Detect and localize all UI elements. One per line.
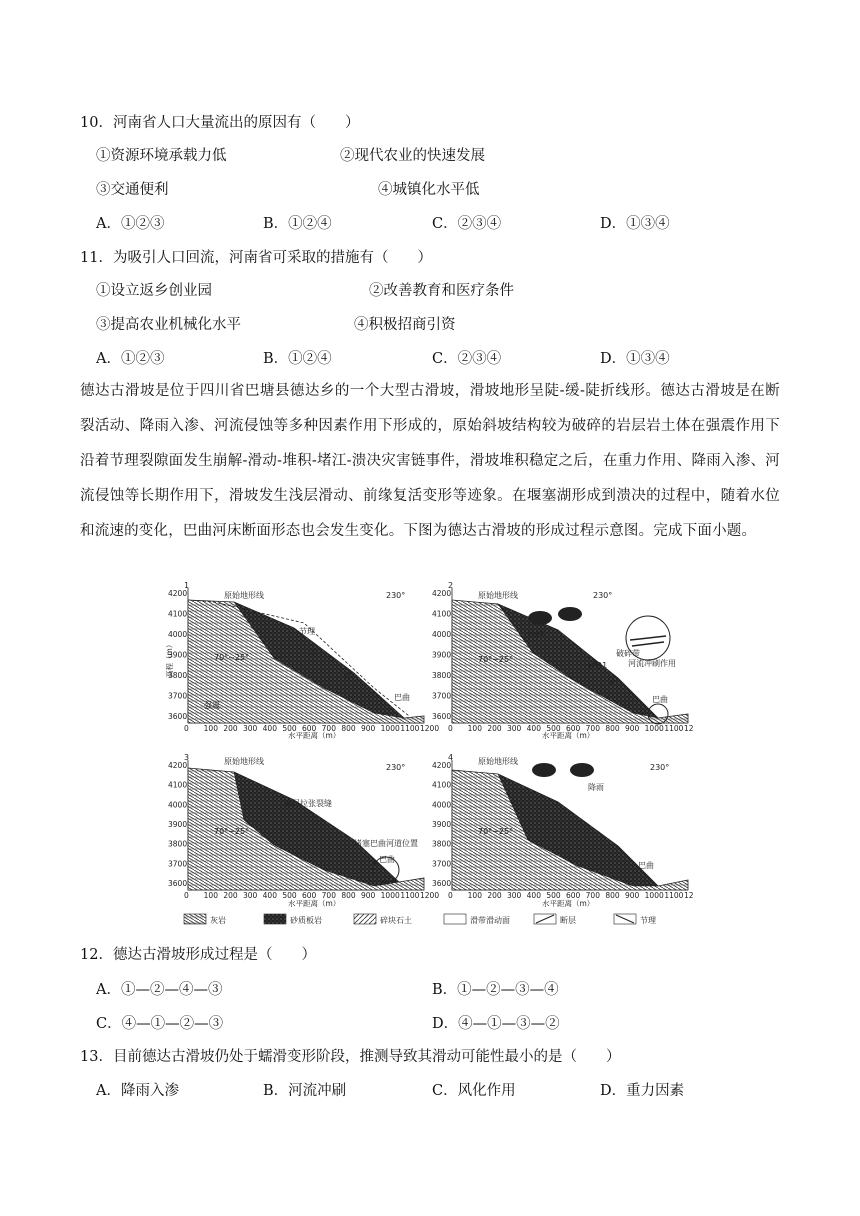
y-tick-label: 4100 <box>168 609 188 619</box>
q10-choice-d: D．①③④ <box>600 216 670 232</box>
x-tick-label: 500 <box>546 724 561 733</box>
x-tick-label: 700 <box>585 724 600 733</box>
landslide-figure <box>166 574 694 934</box>
panel-3-x-axis-label: 水平距离（m） <box>288 899 341 908</box>
x-tick-label: 300 <box>243 891 258 900</box>
panel-3-label-block: 堵塞巴曲河道位置 <box>354 839 418 848</box>
y-tick-label: 4000 <box>432 630 452 639</box>
x-tick-label: 500 <box>282 891 297 900</box>
q11-option-4: ④积极招商引资 <box>354 317 456 333</box>
y-tick-label: 3800 <box>432 671 452 680</box>
y-tick-label: 3700 <box>168 859 188 869</box>
passage: 德达古滑坡是位于四川省巴塘县德达乡的一个大型古滑坡，滑坡地形呈陡-缓-陡折线形。德达古滑坡是在断裂活动、降雨入渗、河流侵蚀等多种因素作用下形成的，原始斜坡结构较为破碎的岩层岩土体在强震作用下沿着节理裂隙面发生崩解-滑动-堆积-堵江-溃决灾害链事件，滑坡堆积稳定之后，在重力作用、降雨入渗、河流侵蚀等长期作用下，滑坡发生浅层滑动、前缘复活变形等迹象。在堰塞湖形成到溃决的过程中，随着水位和流速的变化，巴曲河床断面形态也会发生变化。下图为德达古滑坡的形成过程示意图。完成下面小题。 <box>80 383 780 539</box>
y-tick-label: 3900 <box>432 820 452 829</box>
panel-1-label-collapse: 崩 <box>309 649 317 658</box>
x-tick-label: 100 <box>467 891 482 900</box>
panel-2-direction: 230° <box>593 591 613 600</box>
x-tick-label: 900 <box>361 724 376 733</box>
x-tick-label: 800 <box>341 724 356 733</box>
y-tick-label: 4000 <box>432 800 452 810</box>
q13-choice-b: B．河流冲刷 <box>263 1083 347 1099</box>
x-tick-label: 12 <box>684 724 694 733</box>
y-axis-label: 高程（m） <box>166 640 174 678</box>
legend-limestone: 灰岩 <box>210 916 226 925</box>
panel-2-top-label: 原始地形线 <box>478 591 518 600</box>
y-tick-label: 4200 <box>168 589 188 598</box>
q11-option-3: ③提高农业机械化水平 <box>96 317 241 333</box>
y-tick-label: 4200 <box>168 761 188 770</box>
panel-1-x-axis-label: 水平距离（m） <box>288 731 341 740</box>
panel-1-label-joint: 节理 <box>299 627 315 636</box>
x-tick-label: 100 <box>203 724 218 733</box>
x-tick-label: 0 <box>448 724 453 733</box>
panel-4-number: 4 <box>448 753 454 762</box>
panel-2-label-rain: 降雨 <box>528 629 544 638</box>
y-tick-label: 4100 <box>432 780 452 790</box>
panel-3-direction: 230° <box>386 763 406 772</box>
panel-4-angle: 70°~25° <box>478 827 514 836</box>
landslide-diagram-svg <box>166 574 694 934</box>
x-tick-label: 800 <box>341 891 356 900</box>
x-tick-label: 900 <box>625 891 640 900</box>
panel-1-top-label: 原始地形线 <box>224 591 264 600</box>
x-tick-label: 500 <box>282 724 297 733</box>
y-tick-label: 3700 <box>432 859 452 869</box>
y-tick-label: 3800 <box>168 671 188 680</box>
q11-choice-b: B．①②④ <box>263 351 332 367</box>
q12-stem: 12．德达古滑坡形成过程是（ ） <box>80 947 316 963</box>
x-tick-label: 1000 <box>380 724 400 733</box>
x-tick-label: 300 <box>507 891 522 900</box>
x-tick-label: 1200 <box>420 891 440 900</box>
q10-choice-c: C．②③④ <box>432 216 502 232</box>
y-tick-label: 3800 <box>168 839 188 849</box>
q10-option-4: ④城镇化水平低 <box>378 182 480 198</box>
q10-option-2: ②现代农业的快速发展 <box>340 148 485 164</box>
q13-choice-a: A．降雨入渗 <box>96 1083 179 1099</box>
legend-debris: 碎块石土 <box>380 916 412 925</box>
panel-1-direction: 230° <box>386 591 406 600</box>
panel-3-label-crack: 表层拉张裂缝 <box>284 799 332 808</box>
x-tick-label: 300 <box>243 724 258 733</box>
legend-slip-surface: 滑带滑动面 <box>470 916 510 925</box>
panel-3-number: 3 <box>184 753 190 762</box>
q10-choice-a: A．①②③ <box>96 216 165 232</box>
y-tick-label: 3800 <box>432 839 452 849</box>
x-tick-label: 800 <box>605 724 620 733</box>
x-tick-label: 12 <box>684 891 694 900</box>
q11-option-1: ①设立返乡创业园 <box>96 283 212 299</box>
x-tick-label: 600 <box>566 724 581 733</box>
panel-3-label-river: 巴曲 <box>379 855 395 864</box>
y-tick-label: 3600 <box>432 879 452 888</box>
x-tick-label: 400 <box>262 891 277 900</box>
panel-3-angle: 70°~25° <box>214 827 250 836</box>
q11-option-2: ②改善教育和医疗条件 <box>369 283 514 299</box>
y-tick-label: 4100 <box>168 780 188 790</box>
y-tick-label: 3600 <box>168 879 188 888</box>
q10-stem: 10．河南省人口大量流出的原因有（ ） <box>80 115 360 131</box>
x-tick-label: 1000 <box>380 891 400 900</box>
q13-choice-d: D．重力因素 <box>600 1083 685 1099</box>
y-tick-label: 3700 <box>432 691 452 701</box>
y-tick-label: 3600 <box>432 712 452 721</box>
x-tick-label: 500 <box>546 891 561 900</box>
x-tick-label: 1000 <box>644 891 664 900</box>
x-tick-label: 800 <box>605 891 620 900</box>
x-tick-label: 600 <box>302 724 317 733</box>
panel-4-x-axis-label: 水平距离（m） <box>542 899 595 908</box>
panel-3-top-label: 原始地形线 <box>224 757 264 766</box>
x-tick-label: 400 <box>262 724 277 733</box>
panel-1-label-quake: 强震 <box>204 701 220 710</box>
panel-1-number: 1 <box>184 581 190 590</box>
x-tick-label: 600 <box>566 891 581 900</box>
q12-choice-c: C．④—①—②—③ <box>96 1016 224 1032</box>
x-tick-label: 1200 <box>420 724 440 733</box>
panel-2-label-river: 巴曲 <box>652 695 668 704</box>
q10-option-1: ①资源环境承载力低 <box>96 148 227 164</box>
q11-choice-c: C．②③④ <box>432 351 502 367</box>
panel-1-label-slide: 滑 <box>344 671 352 680</box>
x-tick-label: 200 <box>223 891 238 900</box>
x-tick-label: 200 <box>487 724 502 733</box>
panel-2-label-wd1: WD1 <box>588 661 608 670</box>
panel-2-label-k1: K1 <box>610 679 621 688</box>
y-tick-label: 4200 <box>432 761 452 770</box>
panel-4-direction: 230° <box>650 763 670 772</box>
y-tick-label: 3900 <box>432 650 452 660</box>
y-tick-label: 4000 <box>168 630 188 639</box>
panel-2-x-axis-label: 水平距离（m） <box>542 731 595 740</box>
x-tick-label: 1100 <box>400 891 420 900</box>
x-tick-label: 1100 <box>664 891 684 900</box>
legend-fault: 断层 <box>560 916 576 925</box>
x-tick-label: 400 <box>526 724 541 733</box>
x-tick-label: 300 <box>507 724 522 733</box>
x-tick-label: 100 <box>467 724 482 733</box>
x-tick-label: 900 <box>361 891 376 900</box>
y-tick-label: 4100 <box>432 609 452 619</box>
x-tick-label: 900 <box>625 724 640 733</box>
x-tick-label: 1100 <box>400 724 420 733</box>
legend-joint: 节理 <box>640 916 656 925</box>
panel-2-angle: 70°~25° <box>478 655 514 664</box>
y-tick-label: 3600 <box>168 712 188 721</box>
y-tick-label: 3700 <box>168 691 188 701</box>
q13-choice-c: C．风化作用 <box>432 1083 516 1099</box>
q13-stem: 13．目前德达古滑坡仍处于蠕滑变形阶段，推测导致其滑动可能性最小的是（ ） <box>80 1049 621 1065</box>
legend-slate: 砂质板岩 <box>290 916 322 925</box>
panel-1-label-river: 巴曲 <box>394 693 410 702</box>
q12-choice-d: D．④—①—③—② <box>432 1016 560 1032</box>
panel-4-label-rain: 降雨 <box>588 783 604 792</box>
x-tick-label: 1000 <box>644 724 664 733</box>
q12-choice-b: B．①—②—③—④ <box>432 982 559 998</box>
x-tick-label: 0 <box>184 724 189 733</box>
x-tick-label: 200 <box>223 724 238 733</box>
y-tick-label: 4000 <box>168 800 188 810</box>
y-tick-label: 3900 <box>168 820 188 829</box>
x-tick-label: 700 <box>585 891 600 900</box>
x-tick-label: 100 <box>203 891 218 900</box>
panel-2-label-erosion: 河流冲刷作用 <box>628 659 676 668</box>
x-tick-label: 700 <box>321 891 336 900</box>
q10-choice-b: B．①②④ <box>263 216 332 232</box>
x-tick-label: 600 <box>302 891 317 900</box>
x-tick-label: 700 <box>321 724 336 733</box>
q11-stem: 11．为吸引人口回流，河南省可采取的措施有（ ） <box>80 250 432 266</box>
x-tick-label: 0 <box>184 891 189 900</box>
y-tick-label: 3900 <box>168 650 188 660</box>
panel-1-angle: 70°~25° <box>214 653 250 662</box>
y-tick-label: 4200 <box>432 589 452 598</box>
q10-option-3: ③交通便利 <box>96 182 169 198</box>
x-tick-label: 200 <box>487 891 502 900</box>
q11-choice-d: D．①③④ <box>600 351 670 367</box>
q12-choice-a: A．①—②—④—③ <box>96 982 223 998</box>
panel-2-number: 2 <box>448 581 454 590</box>
x-tick-label: 0 <box>448 891 453 900</box>
q11-choice-a: A．①②③ <box>96 351 165 367</box>
panel-4-top-label: 原始地形线 <box>478 757 518 766</box>
x-tick-label: 1100 <box>664 724 684 733</box>
panel-4-label-river: 巴曲 <box>638 861 654 870</box>
panel-2-label-fracture: 破碎带 <box>616 649 640 658</box>
x-tick-label: 400 <box>526 891 541 900</box>
